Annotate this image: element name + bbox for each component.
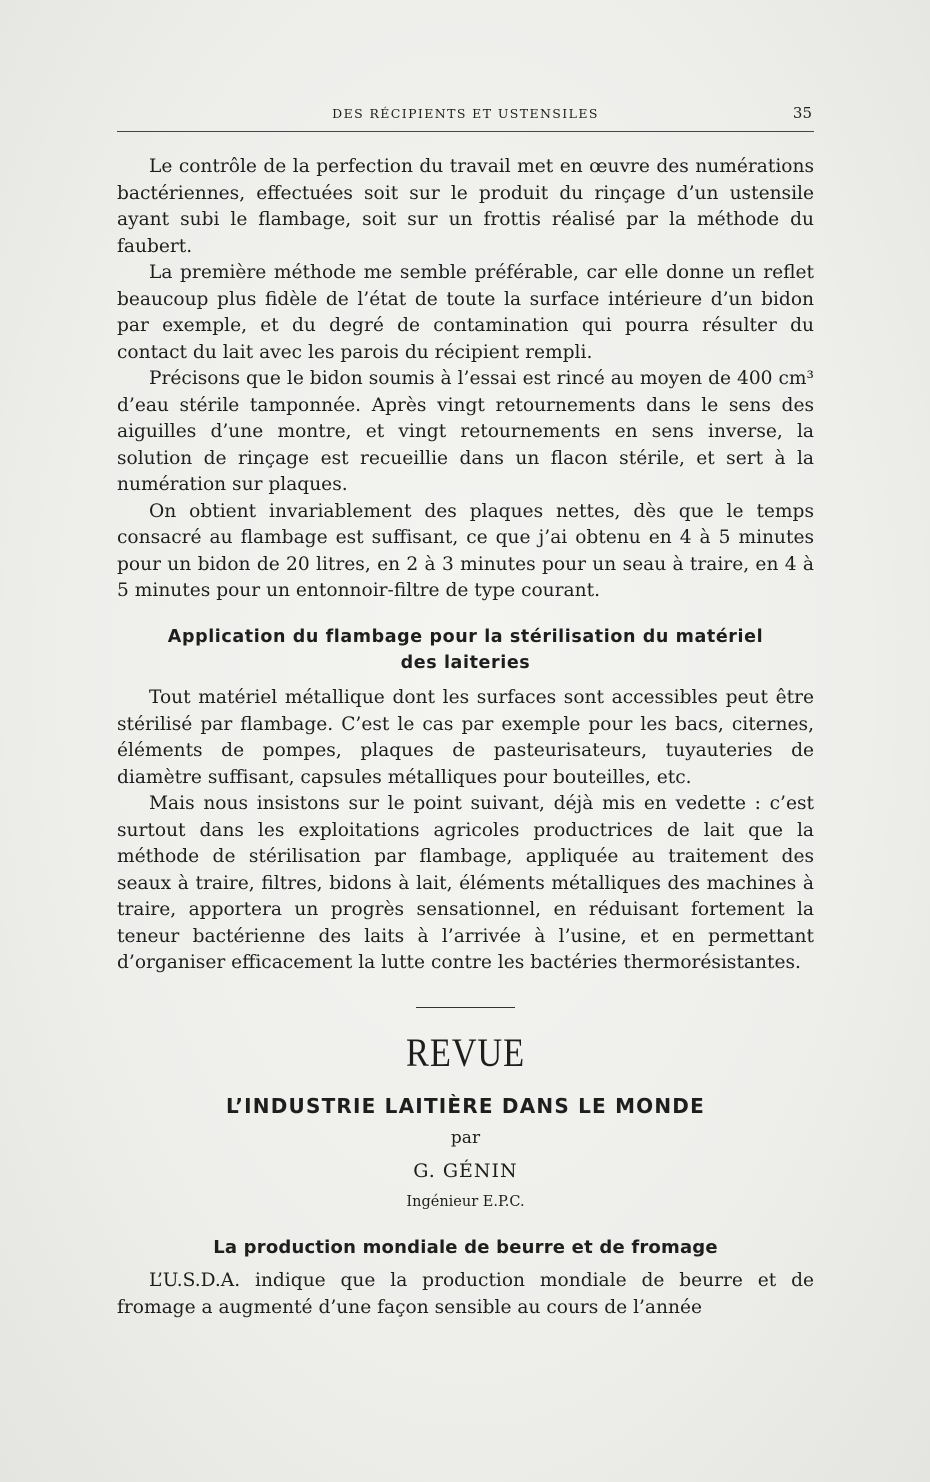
paragraph: On obtient invariablement des plaques nettes, dès que le temps consacré au flambage est suffisant, ce que j’ai obtenu en 4 à 5 minutes pour un bidon de 20 litres, en 2 à 3 minutes pour un seau à traire, en 4 à 5 minutes pour un entonnoir-filtre de type courant. [117,500,814,601]
intro-text-block [117,154,814,605]
paragraph: Mais nous insistons sur le point suivant, déjà mis en vedette : c’est surtout dans les exploitations agricoles productrices de lait que la méthode de stérilisation par flambage, appliquée au traitement des seaux à traire, filtres, bidons à lait, éléments métalliques des machines à traire, apportera un progrès sensationnel, en réduisant fortement la teneur bactérienne des laits à l’arrivée à l’usine, et en permettant d’organiser efficacement la lutte contre les bactéries thermorésistantes. [117,793,814,973]
section-heading-line2: des laiteries [400,653,531,673]
paragraph: La première méthode me semble préférable, car elle donne un reflet beaucoup plus fidèle de l’état de toute la surface intérieure d’un bidon par exemple, et du degré de contamination qui pourra résulter du contact du lait avec les parois du récipient rempli. [117,262,814,363]
header-rule [117,131,814,132]
paragraph: Le contrôle de la perfection du travail met en œuvre des numérations bactériennes, effectuées soit sur le produit du rinçage d’un ustensile ayant subi le flambage, soit sur un frottis réalisé par la méthode du faubert. [117,156,814,257]
paragraph: Précisons que le bidon soumis à l’essai est rincé au moyen de 400 cm³ d’eau stérile tamponnée. Après vingt retournements dans le sens des aiguilles d’une montre, et vingt retournements en sens inverse, la solution de rinçage est recueillie dans un flacon stérile, et sert à la numération sur plaques. [117,368,814,495]
article-heading: La production mondiale de beurre et de fromage [213,1237,718,1258]
author-name: G. GÉNIN [413,1160,518,1182]
by-line: par [450,1128,481,1148]
revue-title: REVUE [406,1030,525,1075]
running-head-title: DES RÉCIPIENTS ET USTENSILES [332,106,599,121]
section-text-block [117,685,814,977]
author-affiliation: Ingénieur E.P.C. [406,1194,525,1210]
paragraph: L’U.S.D.A. indique que la production mondiale de beurre et de fromage a augmenté d’une façon sensible au cours de l’année [117,1270,814,1318]
rubric-title: L’INDUSTRIE LAITIÈRE DANS LE MONDE [226,1094,705,1118]
section-heading-line1: Application du flambage pour la stérilisation du matériel [167,627,764,647]
section-heading [117,624,814,676]
paragraph: Tout matériel métallique dont les surfaces sont accessibles peut être stérilisé par flambage. C’est le cas par exemple pour les bacs, citernes, éléments de pompes, plaques de pasteurisateurs, tuyauteries de diamètre suffisant, capsules métalliques pour bouteilles, etc. [117,687,814,788]
separator-rule [416,1007,515,1008]
running-head [117,104,814,130]
article-text-block [117,1268,814,1321]
page-number: 35 [792,104,812,122]
